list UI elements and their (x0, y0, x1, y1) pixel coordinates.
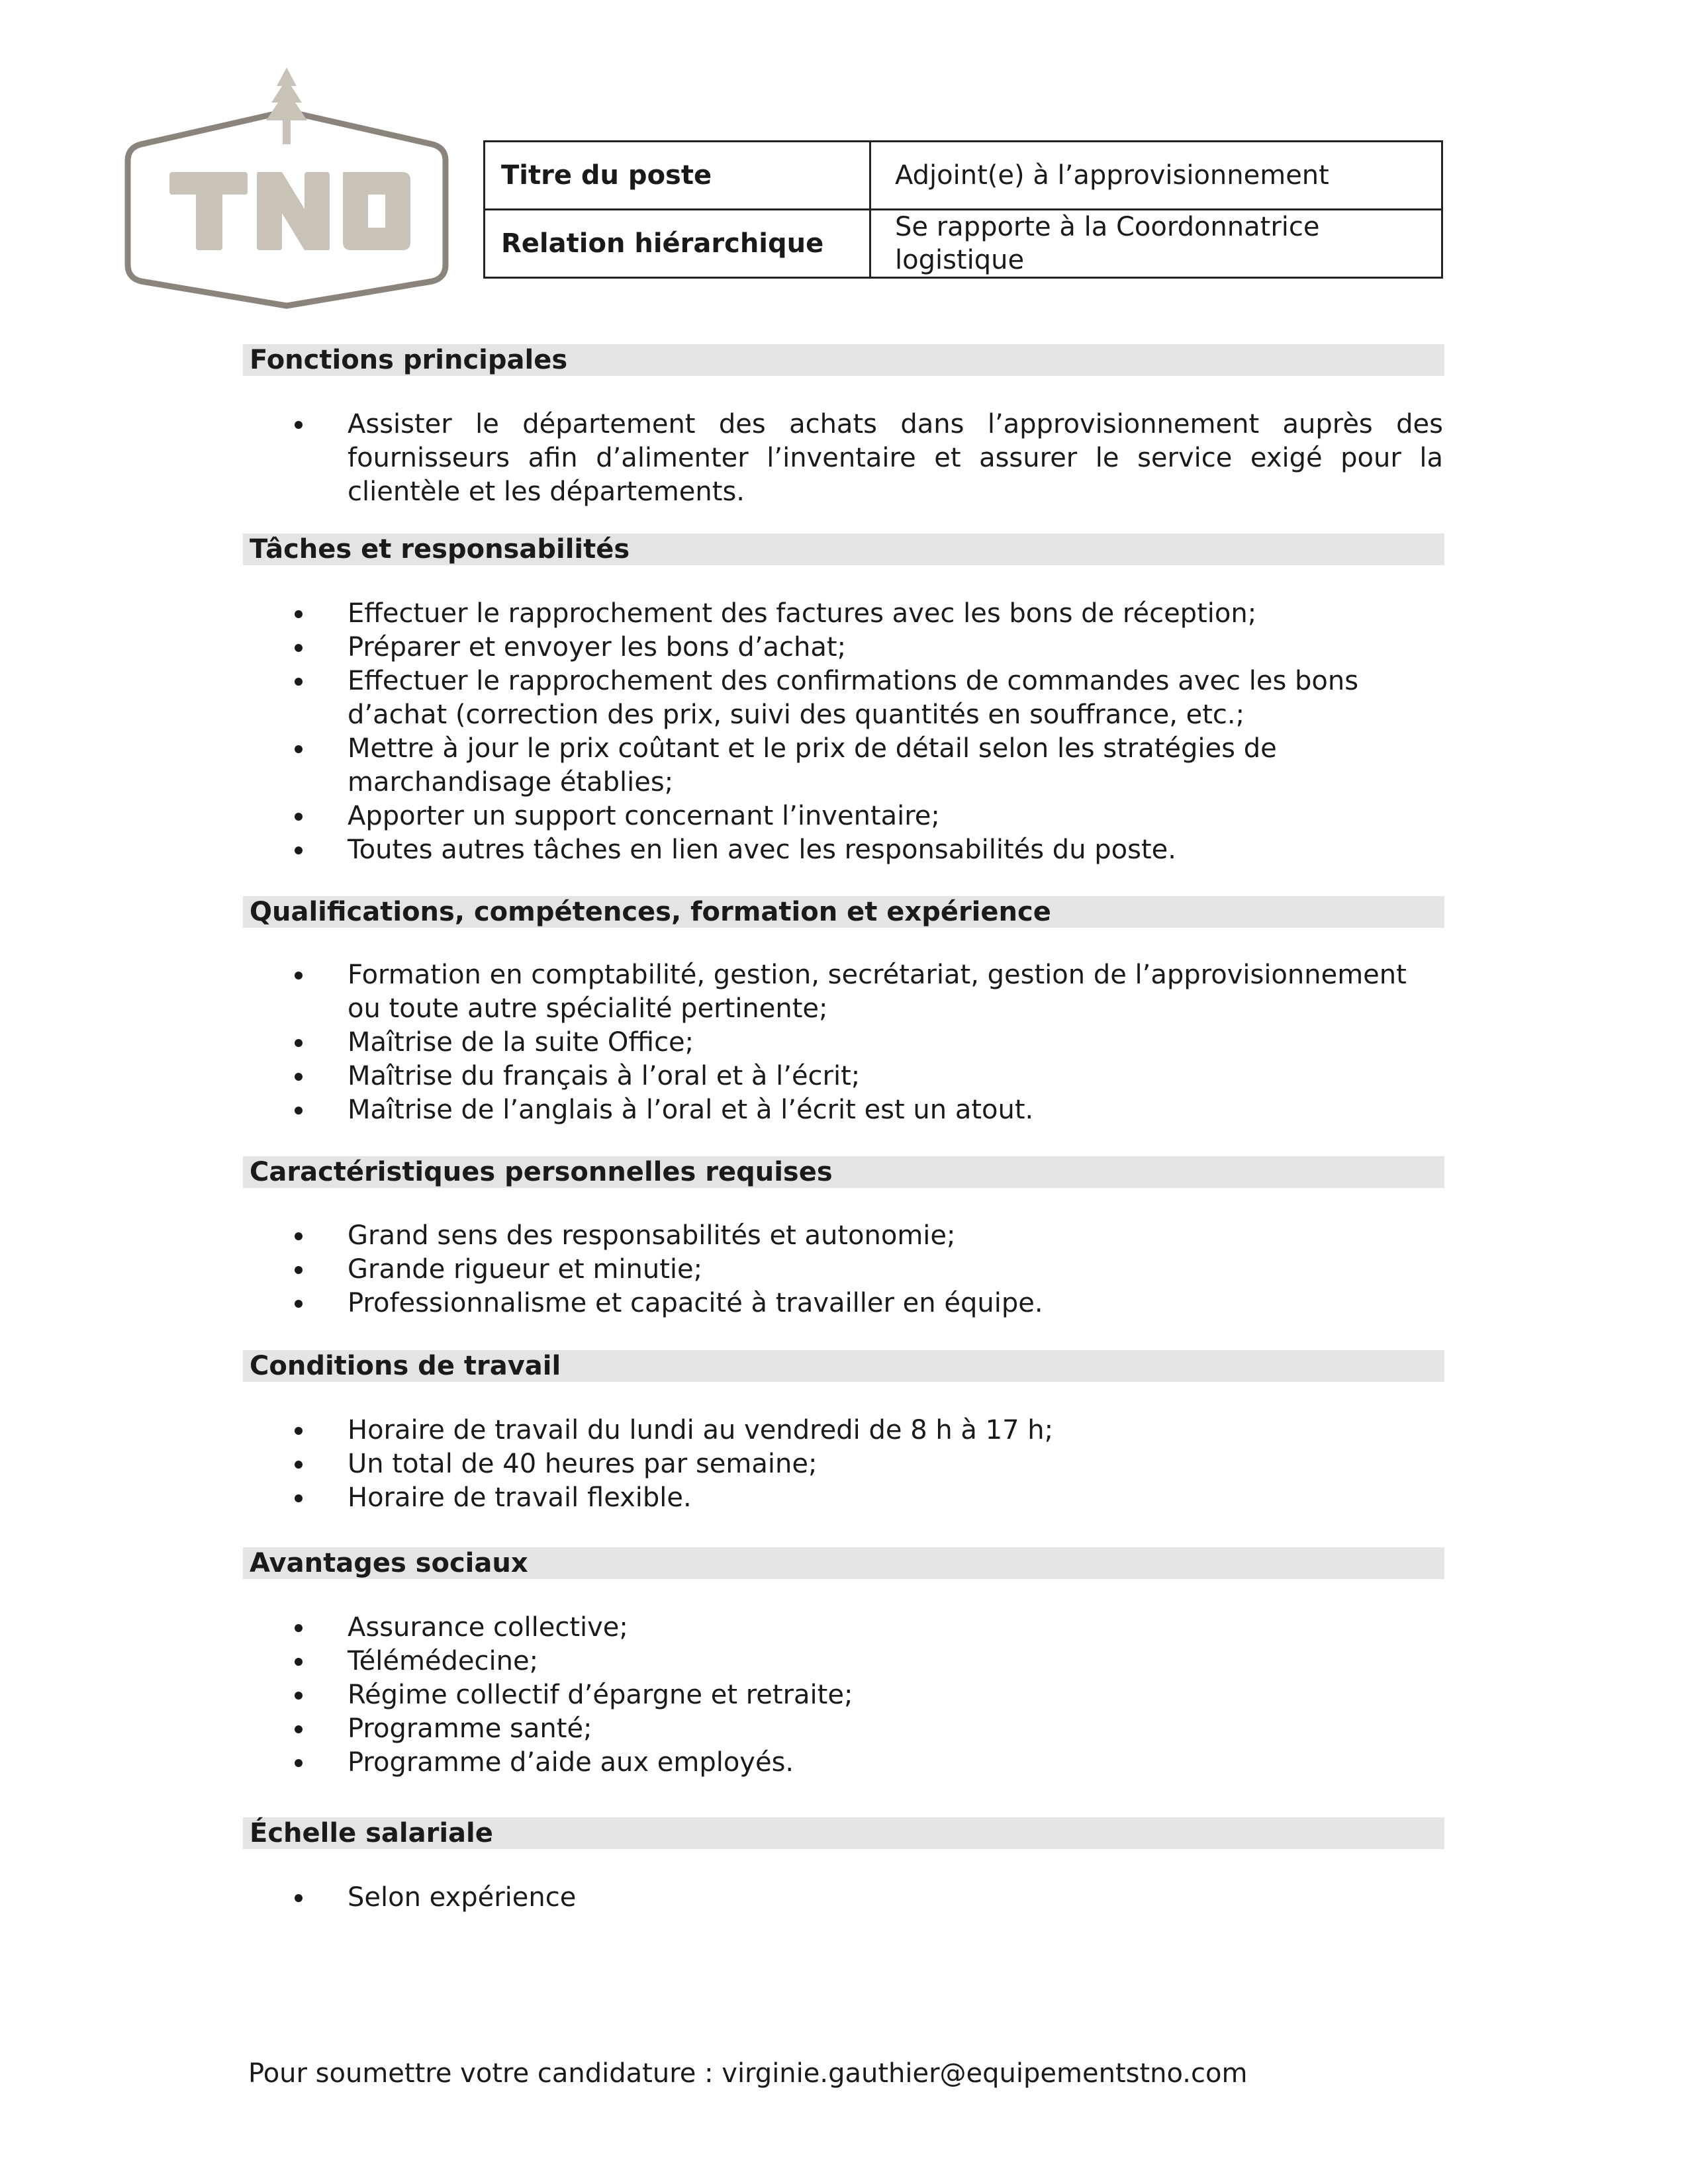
list-item: Préparer et envoyer les bons d’achat; (295, 631, 1443, 664)
list-item: Assister le département des achats dans l’approvisionnement auprès des fournisseurs afin d’alimenter l’inventaire et assurer le service exigé pour la clientèle et les départements. (295, 408, 1443, 509)
list-item: Maîtrise de l’anglais à l’oral et à l’écrit est un atout. (295, 1093, 1443, 1127)
job-info-table (483, 140, 1443, 279)
list-item: Assurance collective; (295, 1611, 1443, 1645)
list-item: Horaire de travail du lundi au vendredi de 8 h à 17 h; (295, 1414, 1443, 1447)
list-item: Horaire de travail flexible. (295, 1481, 1443, 1515)
qualifications-list (295, 958, 1443, 1127)
section-heading-qualifications: Qualifications, compétences, formation et expérience (243, 896, 1444, 928)
list-item: Effectuer le rapprochement des factures avec les bons de réception; (295, 597, 1443, 631)
section-heading-tasks: Tâches et responsabilités (243, 533, 1444, 565)
salary-scale-list (295, 1881, 1443, 1915)
list-item: Apporter un support concernant l’inventaire; (295, 799, 1443, 833)
job-title-value: Adjoint(e) à l’approvisionnement (870, 142, 1442, 210)
list-item: Professionnalisme et capacité à travailler en équipe. (295, 1287, 1443, 1320)
list-item: Selon expérience (295, 1881, 1443, 1915)
work-conditions-list (295, 1414, 1443, 1515)
reporting-label: Relation hiérarchique (485, 210, 870, 278)
company-logo (124, 66, 449, 311)
list-item: Régime collectif d’épargne et retraite; (295, 1678, 1443, 1712)
list-item: Toutes autres tâches en lien avec les responsabilités du poste. (295, 833, 1443, 867)
list-item: Maîtrise du français à l’oral et à l’écrit; (295, 1060, 1443, 1093)
job-title-label: Titre du poste (485, 142, 870, 210)
personal-traits-list (295, 1219, 1443, 1320)
list-item: Télémédecine; (295, 1645, 1443, 1678)
list-item: Grand sens des responsabilités et autonomie; (295, 1219, 1443, 1253)
benefits-list (295, 1611, 1443, 1780)
section-heading-work-conditions: Conditions de travail (243, 1350, 1444, 1382)
list-item: Programme santé; (295, 1712, 1443, 1746)
main-functions-list (295, 408, 1443, 509)
list-item: Programme d’aide aux employés. (295, 1746, 1443, 1780)
list-item: Grande rigueur et minutie; (295, 1253, 1443, 1287)
section-heading-main-functions: Fonctions principales (243, 344, 1444, 376)
application-contact-footer: Pour soumettre votre candidature : virginie.gauthier@equipementstno.com (248, 2058, 1248, 2089)
list-item: Mettre à jour le prix coûtant et le prix de détail selon les stratégies de marchandisage établies; (295, 732, 1443, 799)
reporting-value: Se rapporte à la Coordonnatrice logistique (870, 210, 1442, 278)
section-heading-benefits: Avantages sociaux (243, 1547, 1444, 1579)
table-row (485, 210, 1442, 278)
list-item: Formation en comptabilité, gestion, secrétariat, gestion de l’approvisionnement ou toute autre spécialité pertinente; (295, 958, 1443, 1026)
section-heading-personal-traits: Caractéristiques personnelles requises (243, 1156, 1444, 1188)
table-row (485, 142, 1442, 210)
list-item: Maîtrise de la suite Office; (295, 1026, 1443, 1060)
section-heading-salary-scale: Échelle salariale (243, 1817, 1444, 1849)
tasks-list (295, 597, 1443, 867)
list-item: Effectuer le rapprochement des confirmations de commandes avec les bons d’achat (correction des prix, suivi des quantités en souffrance, etc.; (295, 664, 1443, 732)
list-item: Un total de 40 heures par semaine; (295, 1447, 1443, 1481)
